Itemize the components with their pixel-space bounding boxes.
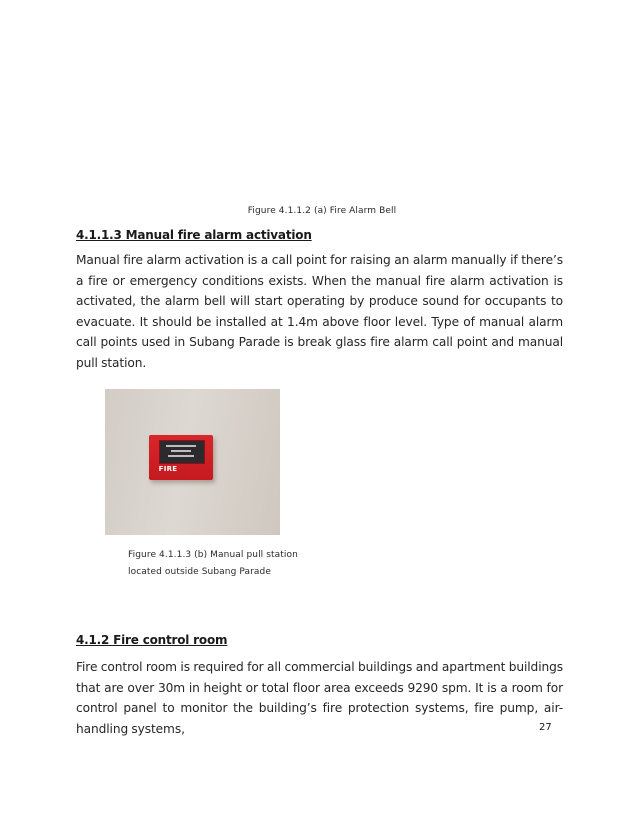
fire-alarm-call-point-device — [149, 435, 213, 480]
call-point-glass-window — [159, 440, 205, 464]
figure-caption-fire-alarm-bell: Figure 4.1.1.2 (a) Fire Alarm Bell — [247, 206, 397, 216]
section-heading-fire-control-room: 4.1.2 Fire control room — [76, 633, 228, 647]
manual-pull-station-photo — [105, 389, 280, 535]
figure-caption-manual-pull-station — [128, 547, 298, 581]
call-point-text-line — [168, 455, 194, 457]
call-point-fire-label: FIRE — [158, 465, 178, 473]
section-heading-manual-fire-alarm-activation: 4.1.1.3 Manual fire alarm activation — [76, 228, 312, 242]
call-point-text-line — [171, 450, 191, 452]
page-number: 27 — [539, 722, 552, 733]
figure-caption-line-2: located outside Subang Parade — [128, 567, 271, 577]
paragraph-manual-fire-alarm-activation: Manual fire alarm activation is a call point for raising an alarm manually if there’s a fire or emergency conditions exists. When the manual fire alarm activation is activated, the alarm bell will start operating by produce sound for occupants to evacuate. It should be installed at 1.4m above floor level. Type of manual alarm call points used in Subang Parade is break glass fire alarm call point and manual pull station. — [76, 253, 563, 370]
call-point-text-line — [166, 445, 196, 447]
paragraph-fire-control-room: Fire control room is required for all commercial buildings and apartment buildings that are over 30m in height or total floor area exceeds 9290 spm. It is a room for control panel to monitor the building’s fire protection systems, fire pump, air-handling systems, — [76, 660, 563, 736]
figure-caption-line-1: Figure 4.1.1.3 (b) Manual pull station — [128, 550, 298, 560]
